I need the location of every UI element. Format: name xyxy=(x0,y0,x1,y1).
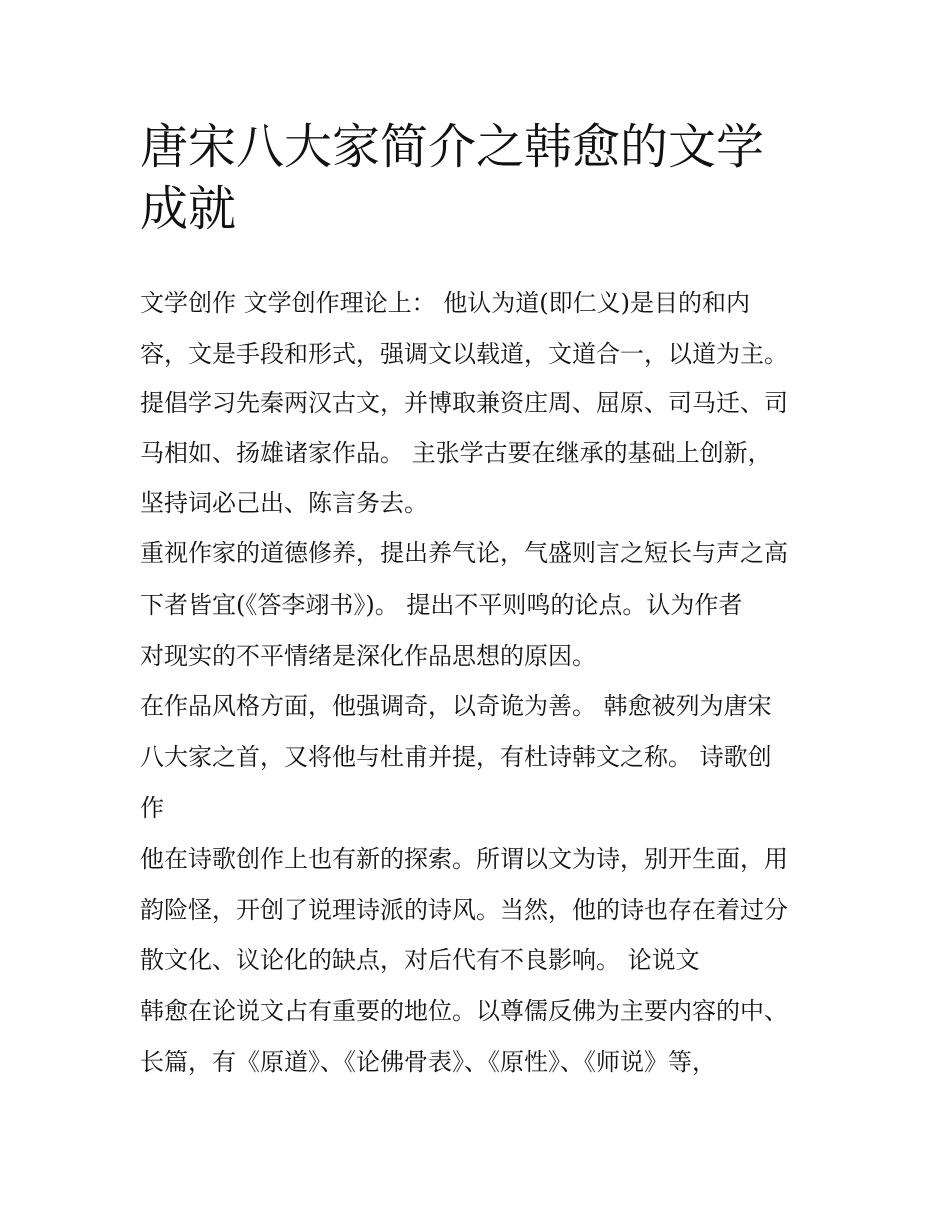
body-line-15: 韩愈在论说文占有重要的地位。以尊儒反佛为主要内容的中、 xyxy=(140,997,788,1025)
body-line-6: 重视作家的道德修养，提出养气论，气盛则言之短长与声之高 xyxy=(140,539,788,567)
body-line-2: 容，文是手段和形式，强调文以载道，文道合一，以道为主。 xyxy=(140,340,788,368)
title-line-2: 成就 xyxy=(140,181,237,237)
body-line-9: 在作品风格方面，他强调奇，以奇诡为善。 韩愈被列为唐宋 xyxy=(140,692,772,720)
body-line-12: 他在诗歌创作上也有新的探索。所谓以文为诗，别开生面，用 xyxy=(140,845,788,873)
body-line-4: 马相如、扬雄诸家作品。 主张学古要在继承的基础上创新， xyxy=(140,439,772,467)
body-line-7: 下者皆宜(《答李翊书》)。 提出不平则鸣的论点。认为作者 xyxy=(140,591,743,619)
title-line-1: 唐宋八大家简介之韩愈的文学 xyxy=(140,119,765,175)
body-line-8: 对现实的不平情绪是深化作品思想的原因。 xyxy=(140,642,596,670)
body-line-3: 提倡学习先秦两汉古文，并博取兼资庄周、屈原、司马迁、司 xyxy=(140,389,788,417)
body-line-1: 文学创作 文学创作理论上： 他认为道(即仁义)是目的和内 xyxy=(140,289,750,317)
document-title xyxy=(140,116,820,240)
body-line-5: 坚持词必己出、陈言务去。 xyxy=(140,489,428,517)
body-line-16: 长篇，有《原道》、《论佛骨表》、《原性》、《师说》等， xyxy=(140,1048,716,1076)
body-line-10: 八大家之首，又将他与杜甫并提，有杜诗韩文之称。 诗歌创 xyxy=(140,743,772,771)
body-line-14: 散文化、议论化的缺点，对后代有不良影响。 论说文 xyxy=(140,946,700,974)
body-line-13: 韵险怪，开创了说理诗派的诗风。当然，他的诗也存在着过分 xyxy=(140,896,788,924)
body-line-11: 作 xyxy=(140,794,164,822)
